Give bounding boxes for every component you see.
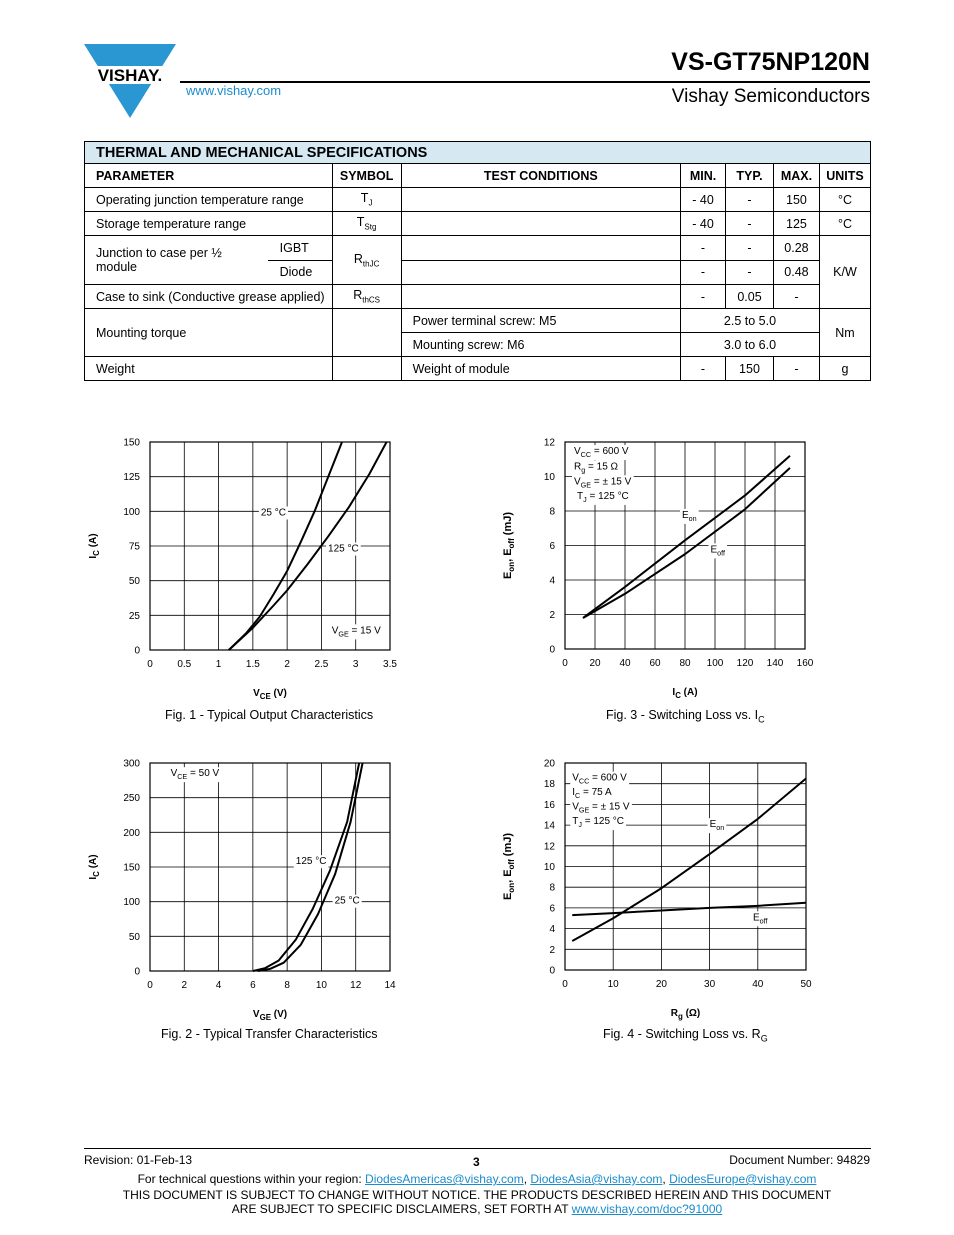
x-tick-label: 0.5 [177,659,192,670]
part-number: VS-GT75NP120N [671,48,870,76]
revision-text: Revision: 01-Feb-13 [84,1153,193,1167]
x-tick-label: 1 [215,659,222,670]
chart-switching-loss-vs-ic [495,430,825,700]
min-cell: - [681,236,726,261]
col-header-typ: TYP. [726,164,774,188]
col-header-symbol: SYMBOL [332,164,401,188]
fig3-caption: Fig. 3 - Switching Loss vs. $I_C$ [606,708,765,725]
y-tick-label: 10 [543,862,555,873]
conditions-cell [401,236,680,261]
company-name: Vishay Semiconductors [671,86,870,107]
condition-label: $I_C = 75$ A [572,787,612,801]
max-cell: 0.48 [773,260,819,285]
header-rule [180,81,870,83]
y-axis-label: $I_C$ (A) [88,533,101,559]
chart-output-characteristics [80,430,410,700]
typ-cell: - [726,260,774,285]
y-tick-label: 0 [549,644,555,656]
y-tick-label: 12 [543,841,555,853]
table-row [85,212,871,236]
conditions-cell [401,260,680,285]
y-tick-label: 125 [123,472,140,484]
y-tick-label: 2 [549,610,555,621]
conditions-cell: Power terminal screw: M5 [401,309,680,333]
logo-text: VISHAY. [97,66,163,85]
y-axis-label: $E_{on}$, $E_{off}$ (mJ) [502,511,516,580]
y-tick-label: 4 [549,924,555,936]
y-tick-label: 75 [128,541,140,553]
typ-cell: - [726,212,774,236]
x-tick-label: 40 [619,658,631,669]
max-cell: - [773,357,819,381]
y-tick-label: 4 [549,575,555,587]
label-25c: 25 °C [334,895,360,907]
x-tick-label: 30 [704,979,716,990]
y-tick-label: 300 [123,758,140,770]
y-tick-label: 0 [134,645,140,657]
y-tick-label: 200 [123,827,140,839]
x-tick-label: 50 [800,979,812,990]
typ-cell: - [726,188,774,212]
y-tick-label: 6 [549,541,555,552]
condition-label: $V_{GE}$ = ± 15 V [572,801,630,815]
conditions-cell: Weight of module [401,357,680,381]
max-cell: - [773,285,819,309]
symbol-cell [332,357,401,381]
unit-cell: °C [819,212,870,236]
y-tick-label: 25 [128,610,140,622]
x-axis-label: $V_{CE}$ (V) [253,688,287,701]
col-header-parameter: PARAMETER [85,164,333,188]
fig2-caption: Fig. 2 - Typical Transfer Characteristics [161,1027,378,1041]
x-tick-label: 160 [796,658,814,669]
y-tick-label: 20 [543,758,555,770]
y-tick-label: 0 [134,966,140,978]
conditions-cell [401,188,680,212]
symbol-cell: $R_{thJC}$ [332,236,401,285]
fig1-caption: Fig. 1 - Typical Output Characteristics [165,708,374,722]
max-cell: 150 [773,188,819,212]
label-125c: 125 °C [295,856,327,868]
x-axis-label: $R_g$ (Ω) [670,1008,701,1021]
series-label: $E_{off}$ [710,544,726,558]
x-tick-label: 2 [284,659,290,670]
x-tick-label: 0 [147,659,153,670]
y-tick-label: 8 [549,506,555,518]
label-25c: 25 °C [260,507,286,519]
x-tick-label: 12 [350,980,362,991]
min-cell: - [681,285,726,309]
table-row [85,357,871,381]
fig4-caption: Fig. 4 - Switching Loss vs. $R_G$ [603,1027,768,1044]
x-tick-label: 100 [706,658,724,669]
unit-cell: g [819,357,870,381]
symbol-cell: $T_J$ [332,188,401,212]
x-tick-label: 10 [607,979,619,990]
symbol-cell: $T_{Stg}$ [332,212,401,236]
min-cell: - 40 [681,188,726,212]
x-tick-label: 20 [589,658,601,669]
table-row [85,188,871,212]
max-cell: 125 [773,212,819,236]
email-asia-link[interactable]: DiodesAsia@vishay.com [530,1172,663,1186]
typ-cell: - [726,236,774,261]
label-125c: 125 °C [328,543,359,555]
x-tick-label: 0 [562,979,568,990]
param-cell: Weight [85,357,333,381]
x-axis-label: $I_C$ (A) [672,687,698,700]
param-cell: Storage temperature range [85,212,333,236]
y-tick-label: 8 [549,882,555,894]
page-number: 3 [473,1155,480,1169]
x-tick-label: 8 [284,980,290,991]
condition-label: $V_{CC} = 600$ V [574,446,629,460]
y-tick-label: 150 [123,862,140,874]
website-link[interactable]: www.vishay.com [186,83,282,98]
col-header-units: UNITS [819,164,870,188]
y-tick-label: 100 [123,897,140,909]
x-tick-label: 2 [181,980,188,991]
contact-line: For technical questions within your region: DiodesAmericas@vishay.com, DiodesAsia@vishay.com, DiodesEurope@vishay.com [137,1172,817,1186]
x-tick-label: 120 [736,658,754,669]
param-cell-junction [85,236,333,285]
x-tick-label: 6 [250,980,256,991]
y-tick-label: 16 [543,799,555,811]
y-tick-label: 10 [543,472,555,483]
param-cell: Mounting torque [85,309,333,357]
disclaimer-line-1: THIS DOCUMENT IS SUBJECT TO CHANGE WITHOUT NOTICE. THE PRODUCTS DESCRIBED HEREIN AND THIS DOCUMENT [122,1188,832,1202]
min-cell: - [681,357,726,381]
junction-param-text: Junction to case per ½ module [96,246,222,274]
symbol-cell [332,309,401,357]
series-label: $E_{on}$ [709,819,725,833]
series-label: $E_{off}$ [752,912,768,926]
unit-cell: Nm [819,309,870,357]
condition-label: $V_{GE}$ = ± 15 V [574,476,632,490]
conditions-cell: Mounting screw: M6 [401,333,680,357]
x-tick-label: 140 [766,658,784,669]
series-line [572,903,806,915]
y-tick-label: 50 [128,931,140,943]
y-tick-label: 14 [543,820,555,832]
max-cell: 0.28 [773,236,819,261]
x-tick-label: 2.5 [314,659,329,670]
table-title: THERMAL AND MECHANICAL SPECIFICATIONS [85,142,871,164]
thermal-spec-table [84,141,871,381]
series-label: $E_{on}$ [682,509,697,523]
unit-cell: °C [819,188,870,212]
y-tick-label: 6 [549,903,555,915]
x-tick-label: 3 [352,659,359,670]
disclaimer-link[interactable]: www.vishay.com/doc?91000 [571,1202,723,1216]
unit-cell: K/W [819,236,870,309]
y-tick-label: 2 [549,944,555,956]
x-tick-label: 20 [655,979,667,990]
y-tick-label: 100 [123,506,140,518]
table-row [85,236,871,261]
min-cell: - 40 [681,212,726,236]
typ-cell: 150 [726,357,774,381]
x-tick-label: 3.5 [383,659,397,670]
y-tick-label: 0 [549,965,555,977]
email-americas-link[interactable]: DiodesAmericas@vishay.com [365,1172,524,1186]
min-cell: - [681,260,726,285]
x-tick-label: 1.5 [245,659,260,670]
label-vce: $V_{CE} = 50$ V [170,768,220,782]
y-axis-label: $E_{on}$, $E_{off}$ (mJ) [502,832,516,901]
x-tick-label: 60 [649,658,661,669]
param-cell: Case to sink (Conductive grease applied) [85,285,333,309]
condition-label: $V_{CC} = 600$ V [572,772,627,786]
document-number: Document Number: 94829 [729,1153,870,1167]
table-row [85,285,871,309]
y-tick-label: 18 [543,779,555,791]
x-tick-label: 0 [562,658,568,669]
col-header-max: MAX. [773,164,819,188]
diode-label: Diode [279,265,313,280]
condition-label: $T_J = 125$ °C [572,816,625,830]
conditions-cell [401,212,680,236]
y-axis-label: $I_C$ (A) [88,854,101,880]
typ-cell: 0.05 [726,285,774,309]
y-tick-label: 150 [123,437,140,449]
x-tick-label: 4 [215,980,222,991]
symbol-cell: $R_{thCS}$ [332,285,401,309]
x-tick-label: 80 [679,658,691,669]
x-tick-label: 10 [315,980,327,991]
param-cell: Operating junction temperature range [85,188,333,212]
x-tick-label: 0 [147,980,153,991]
y-tick-label: 250 [123,793,140,805]
x-tick-label: 40 [752,979,764,990]
disclaimer-line-2: ARE SUBJECT TO SPECIFIC DISCLAIMERS, SET FORTH AT www.vishay.com/doc?91000 [231,1202,723,1216]
chart-switching-loss-vs-rg [495,752,825,1022]
label-vge: $V_{GE} = 15$ V [331,625,381,639]
igbt-label: IGBT [268,236,332,261]
vishay-logo [84,44,176,118]
condition-label: $R_g = 15$ Ω [574,461,619,475]
value-range-cell: 3.0 to 6.0 [681,333,820,357]
condition-label: $T_J = 125$ °C [577,490,629,504]
table-row [85,309,871,333]
x-tick-label: 14 [384,980,396,991]
conditions-cell [401,285,680,309]
y-tick-label: 50 [128,576,140,588]
email-europe-link[interactable]: DiodesEurope@vishay.com [669,1172,817,1186]
footer-rule [84,1148,871,1149]
x-axis-label: $V_{GE}$ (V) [252,1009,288,1022]
chart-transfer-characteristics [80,752,410,1022]
value-range-cell: 2.5 to 5.0 [681,309,820,333]
col-header-min: MIN. [681,164,726,188]
y-tick-label: 12 [543,437,555,449]
col-header-conditions: TEST CONDITIONS [401,164,680,188]
